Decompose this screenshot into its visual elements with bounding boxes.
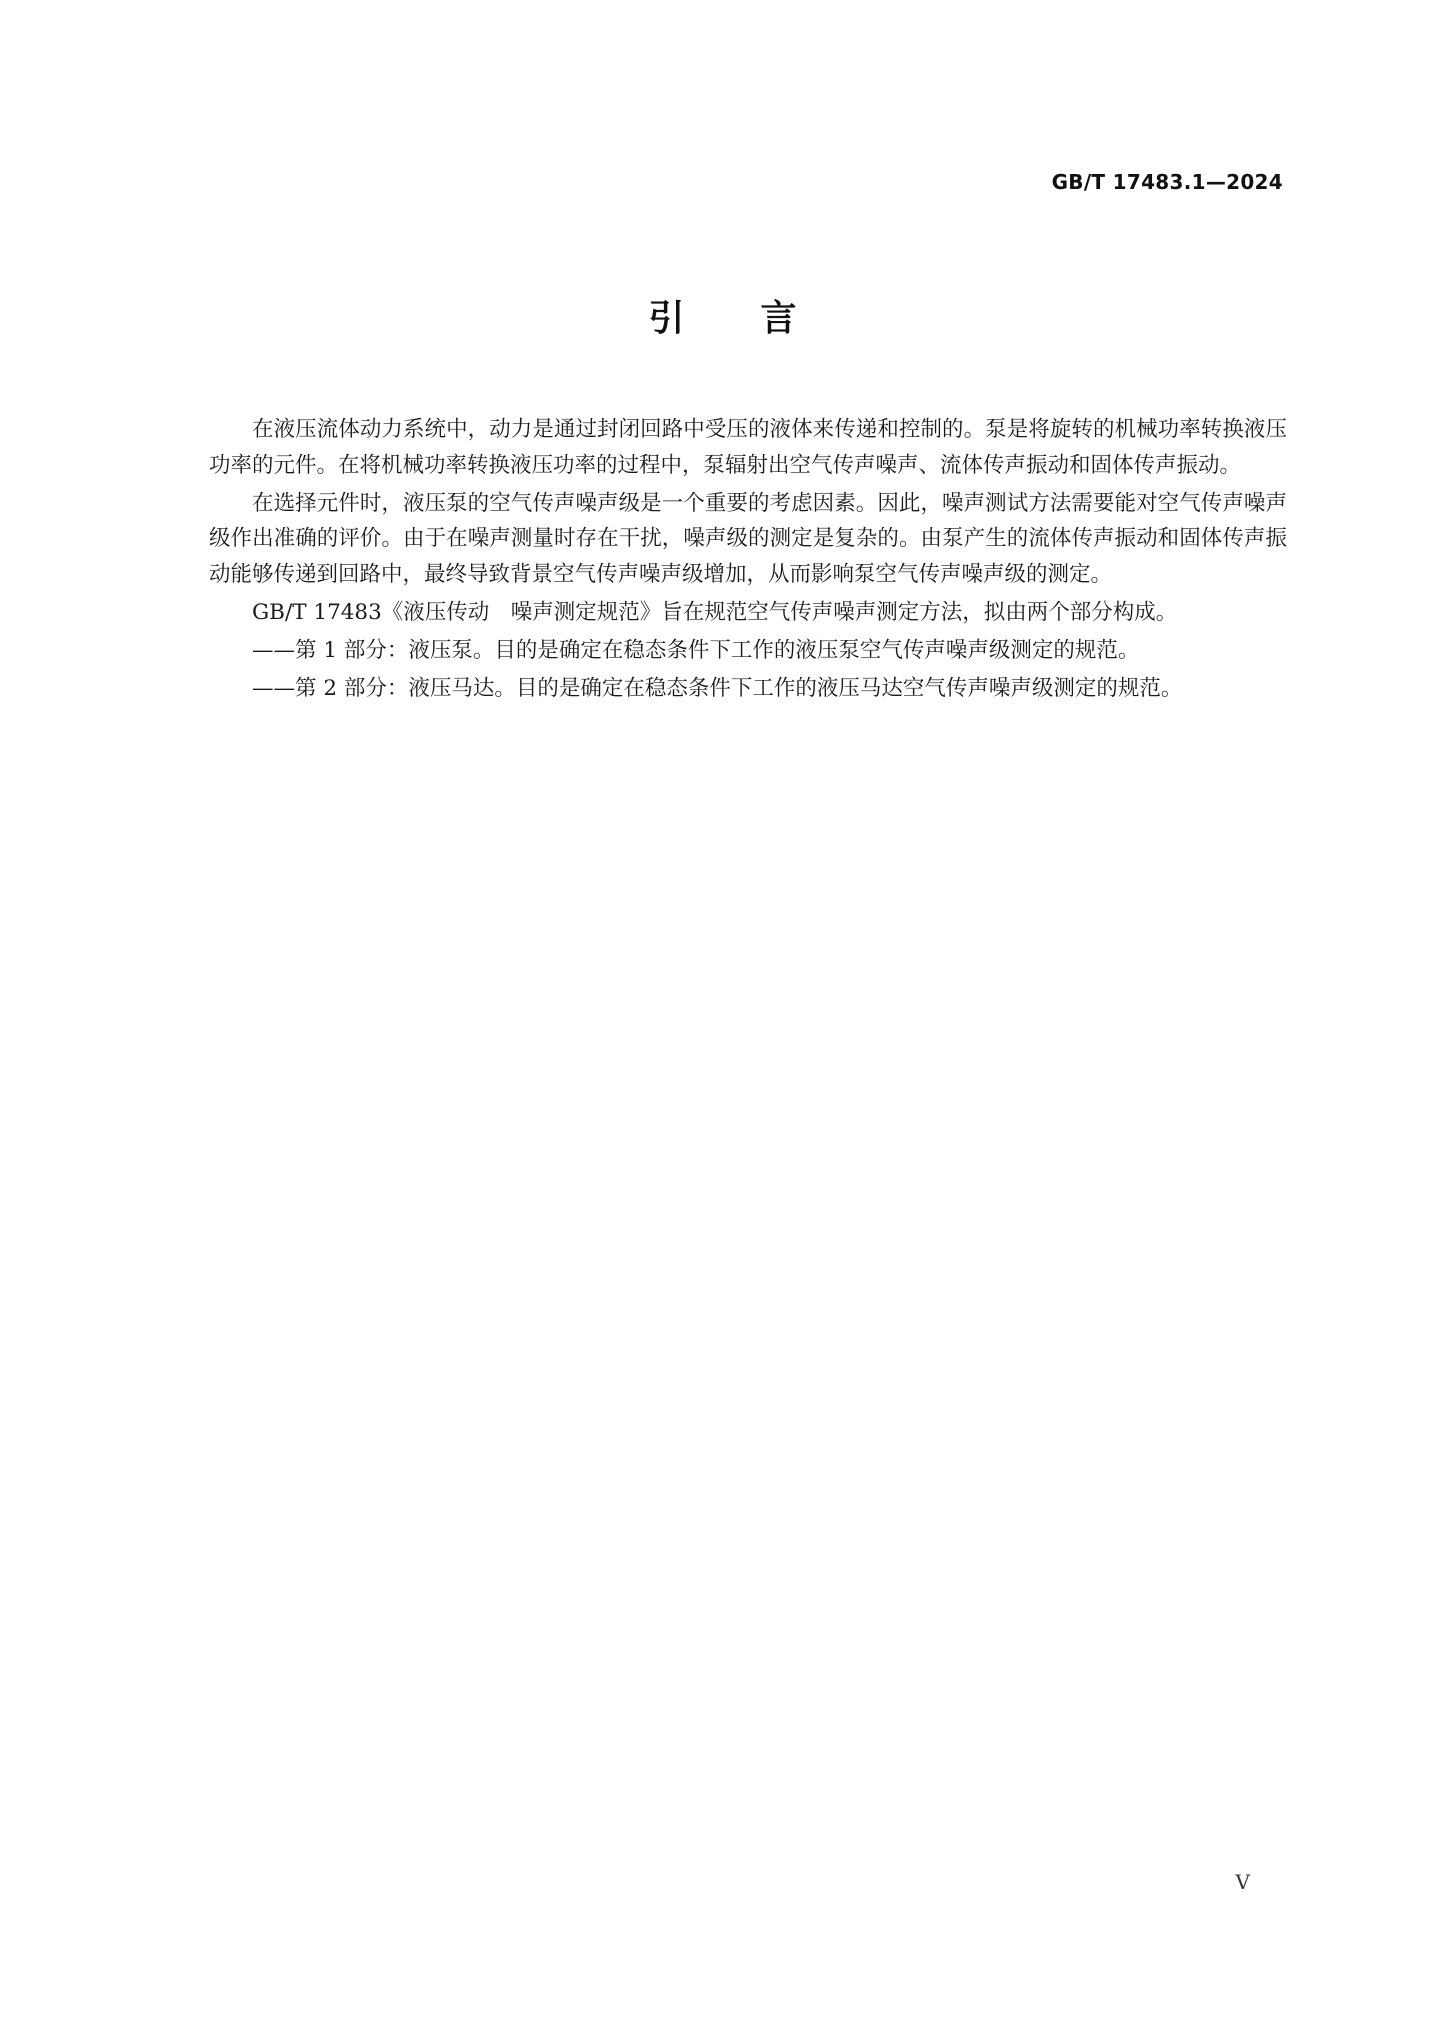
paragraph: 在选择元件时，液压泵的空气传声噪声级是一个重要的考虑因素。因此，噪声测试方法需要能对空气传声噪声级作出准确的评价。由于在噪声测量时存在干扰，噪声级的测定是复杂的。由泵产生的流体传声振动和固体传声振动能够传递到回路中，最终导致背景空气传声噪声级增加，从而影响泵空气传声噪声级的测定。	[209, 490, 1287, 588]
section-title	[0, 290, 1445, 341]
section-title-char-1: 引	[648, 298, 685, 339]
page-number: V	[1235, 1870, 1250, 1894]
list-item: ——第 1 部分：液压泵。目的是确定在稳态条件下工作的液压泵空气传声噪声级测定的规范。	[252, 637, 1140, 663]
paragraph: 在液压流体动力系统中，动力是通过封闭回路中受压的液体来传递和控制的。泵是将旋转的机械功率转换液压功率的元件。在将机械功率转换液压功率的过程中，泵辐射出空气传声噪声、流体传声振动和固体传声振动。	[209, 417, 1287, 478]
list-item: ——第 2 部分：液压马达。目的是确定在稳态条件下工作的液压马达空气传声噪声级测定的规范。	[252, 675, 1183, 701]
paragraph: GB/T 17483《液压传动 噪声测定规范》旨在规范空气传声噪声测定方法，拟由两个部分构成。	[252, 599, 1178, 625]
section-title-char-2: 言	[760, 298, 797, 339]
standard-number: GB/T 17483.1—2024	[1051, 170, 1283, 194]
introduction-body	[209, 412, 1287, 708]
